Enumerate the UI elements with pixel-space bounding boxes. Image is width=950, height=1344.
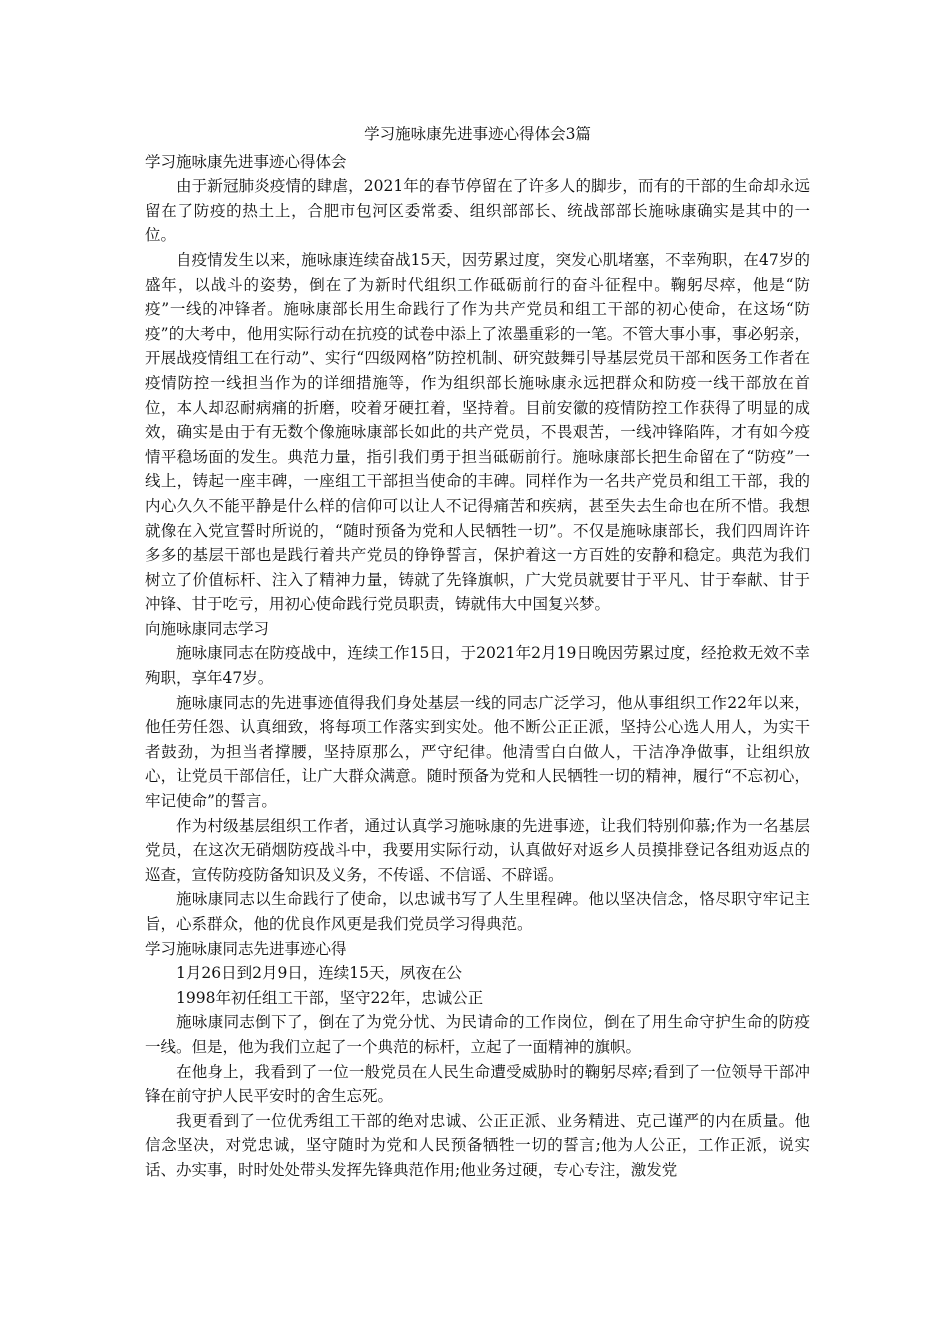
- section-heading: 向施咏康同志学习: [145, 619, 270, 638]
- document-page: [145, 122, 810, 1183]
- section-3: [145, 937, 810, 1183]
- paragraph: 1月26日到2月9日，连续15天，夙夜在公: [176, 964, 463, 983]
- section-1: [145, 150, 810, 617]
- paragraph: 施咏康同志的先进事迹值得我们身处基层一线的同志广泛学习，他从事组织工作22年以来，他任劳任怨、认真细致，将每项工作落实到实处。他不断公正正派，坚持公心选人用人，为实干者鼓劲，为担当者撑腰，坚持原那么，严守纪律。他清雪白白做人，干洁净净做事，让组织放心，让党员干部信任，让广大群众满意。随时预备为党和人民牺牲一切的精神，履行“不忘初心，牢记使命”的誓言。: [145, 693, 810, 811]
- paragraph: 施咏康同志以生命践行了使命，以忠诚书写了人生里程碑。他以坚决信念，恪尽职守牢记主旨，心系群众，他的优良作风更是我们党员学习得典范。: [145, 890, 810, 933]
- paragraph: 在他身上，我看到了一位一般党员在人民生命遭受威胁时的鞠躬尽瘁;看到了一位领导干部冲锋在前守护人民平安时的舍生忘死。: [145, 1062, 810, 1106]
- section-2: [145, 617, 810, 937]
- section-heading: 学习施咏康先进事迹心得体会: [145, 152, 347, 171]
- paragraph: 我更看到了一位优秀组工干部的绝对忠诚、公正正派、业务精进、克己谨严的内在质量。他信念坚决，对党忠诚，坚守随时为党和人民预备牺牲一切的誓言;他为人公正，工作正派，说实话、办实事，时时处处带头发挥先锋典范作用;他业务过硬，专心专注，激发党: [145, 1111, 810, 1179]
- section-heading: 学习施咏康同志先进事迹心得: [145, 939, 347, 958]
- paragraph: 作为村级基层组织工作者，通过认真学习施咏康的先进事迹，让我们特别仰慕;作为一名基层党员，在这次无硝烟防疫战斗中，我要用实际行动，认真做好对返乡人员摸排登记各组劝返点的巡查，宣传防疫防备知识及义务，不传谣、不信谣、不辟谣。: [145, 816, 810, 884]
- paragraph: 由于新冠肺炎疫情的肆虐，2021年的春节停留在了许多人的脚步，而有的干部的生命却永远留在了防疫的热土上，合肥市包河区委常委、组织部部长、统战部部长施咏康确实是其中的一位。: [145, 177, 810, 245]
- paragraph: 1998年初任组工干部，坚守22年，忠诚公正: [176, 988, 484, 1007]
- paragraph: 自疫情发生以来，施咏康连续奋战15天，因劳累过度，突发心肌堵塞，不幸殉职，在47岁的盛年，以战斗的姿势，倒在了为新时代组织工作砥砺前行的奋斗征程中。鞠躬尽瘁，他是“防疫”一线的冲锋者。施咏康部长用生命践行了作为共产党员和组工干部的初心使命，在这场“防疫”的大考中，他用实际行动在抗疫的试卷中添上了浓墨重彩的一笔。不管大事小事，事必躬亲，开展战疫情组工在行动”、实行“四级网格”防控机制、研究鼓舞引导基层党员干部和医务工作者在疫情防控一线担当作为的详细措施等，作为组织部长施咏康永远把群众和防疫一线干部放在首位，本人却忍耐病痛的折磨，咬着牙硬扛着，坚持着。目前安徽的疫情防控工作获得了明显的成效，确实是由于有无数个像施咏康部长如此的共产党员，不畏艰苦，一线冲锋陷阵，才有如今疫情平稳场面的发生。典范力量，指引我们勇于担当砥砺前行。施咏康部长把生命留在了“防疫”一线上，铸起一座丰碑，一座组工干部担当使命的丰碑。同样作为一名共产党员和组工干部，我的内心久久不能平静是什么样的信仰可以让人不记得痛苦和疾病，甚至失去生命也在所不惜。我想就像在入党宣誓时所说的，“随时预备为党和人民牺牲一切”。不仅是施咏康部长，我们四周许许多多的基层干部也是践行着共产党员的铮铮誓言，保护着这一方百姓的安静和稳定。典范为我们树立了价值标杆、注入了精神力量，铸就了先锋旗帜，广大党员就要甘于平凡、甘于奉献、甘于冲锋、甘于吃亏，用初心使命践行党员职责，铸就伟大中国复兴梦。: [145, 250, 810, 614]
- document-title: 学习施咏康先进事迹心得体会3篇: [364, 125, 591, 143]
- paragraph: 施咏康同志在防疫战中，连续工作15日，于2021年2月19日晚因劳累过度，经抢救无效不幸殉职，享年47岁。: [145, 644, 810, 688]
- paragraph: 施咏康同志倒下了，倒在了为党分忧、为民请命的工作岗位，倒在了用生命守护生命的防疫一线。但是，他为我们立起了一个典范的标杆，立起了一面精神的旗帜。: [145, 1013, 810, 1056]
